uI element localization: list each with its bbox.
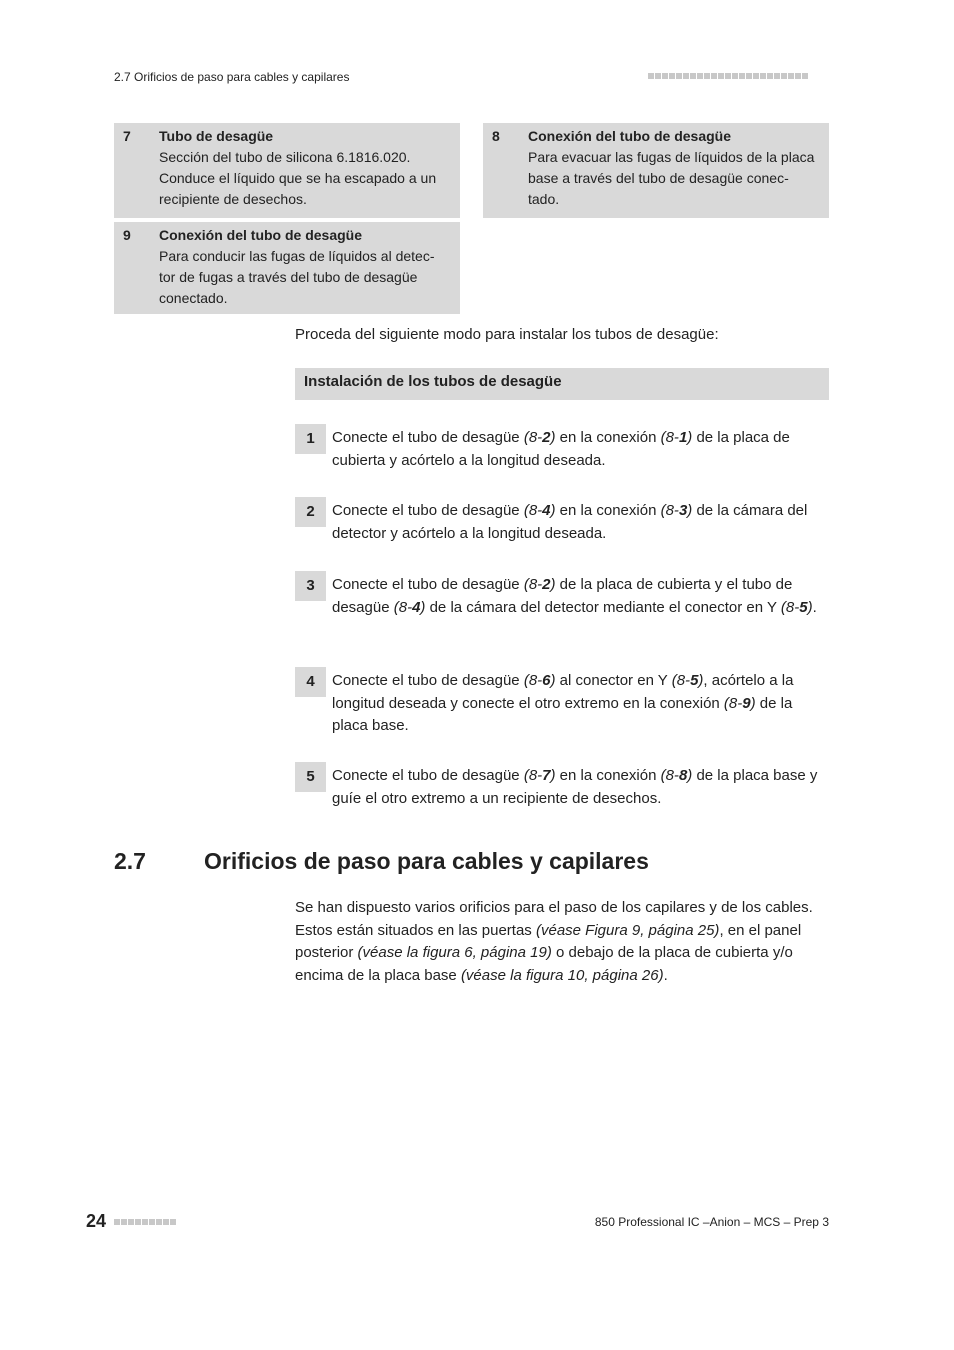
step-number: 5 (295, 762, 326, 792)
footer-doc-title: 850 Professional IC –Anion – MCS – Prep 3 (594, 1215, 829, 1229)
legend-title: Conexión del tubo de desagüe (159, 227, 363, 243)
step-text: Conecte el tubo de desagüe (8-2) de la placa de cubierta y el tubo de desagüe (8-4) de la cámara del detector mediante el conector en Y (8-5). (332, 576, 817, 616)
legend-line: recipiente de desechos. (159, 191, 307, 207)
legend-line: Para evacuar las fugas de líquidos de la placa (528, 149, 815, 165)
legend-line: Para conducir las fugas de líquidos al detec- (159, 248, 435, 264)
legend-number: 9 (123, 227, 131, 243)
procedure-title: Instalación de los tubos de desagüe (304, 373, 562, 390)
legend-item-7 (114, 123, 460, 218)
running-header: 2.7 Orificios de paso para cables y capilares (114, 70, 350, 84)
cross-reference-link[interactable]: (véase la figura 6, página 19) (357, 944, 552, 961)
legend-line: Conduce el líquido que se ha escapado a un (159, 170, 437, 186)
section-paragraph: Se han dispuesto varios orificios para el paso de los capilares y de los cables. Estos están situados en las puertas (véase Figura 9, página 25), en el panel posterior (véase la figura 6, página 19) o debajo de la placa de cubierta y/o encima de la placa base (véase la figura 10, página 26). (295, 899, 813, 984)
header-decoration (648, 73, 808, 79)
legend-line: Sección del tubo de silicona 6.1816.020. (159, 149, 411, 165)
footer-decoration (114, 1219, 176, 1225)
step-text: Conecte el tubo de desagüe (8-6) al conector en Y (8-5), acórtelo a la longitud deseada y conecte el otro extremo en la conexión (8-9) de la placa base. (332, 672, 794, 734)
legend-number: 7 (123, 128, 131, 144)
page-number: 24 (86, 1211, 107, 1231)
legend-line: tor de fugas a través del tubo de desagüe (159, 269, 418, 285)
step-text: Conecte el tubo de desagüe (8-2) en la conexión (8-1) de la placa de cubierta y acórtelo a la longitud deseada. (332, 429, 790, 469)
legend-line: base a través del tubo de desagüe conec- (528, 170, 789, 186)
step-number: 4 (295, 667, 326, 697)
legend-item-8 (483, 123, 829, 218)
legend-title: Conexión del tubo de desagüe (528, 128, 732, 144)
cross-reference-link[interactable]: (véase Figura 9, página 25) (535, 921, 720, 939)
legend-number: 8 (492, 128, 500, 144)
legend-title: Tubo de desagüe (159, 128, 274, 144)
intro-text: Proceda del siguiente modo para instalar los tubos de desagüe: (295, 326, 719, 343)
section-number: 2.7 (114, 848, 146, 874)
section-title: Orificios de paso para cables y capilares (204, 848, 649, 874)
legend-line: conectado. (159, 290, 228, 306)
legend-line: tado. (528, 191, 560, 207)
step-text: Conecte el tubo de desagüe (8-4) en la conexión (8-3) de la cámara del detector y acórtelo a la longitud deseada. (332, 502, 808, 542)
legend-item-9 (114, 222, 460, 314)
step-text: Conecte el tubo de desagüe (8-7) en la conexión (8-8) de la placa base y guíe el otro extremo a un recipiente de desechos. (332, 767, 818, 807)
cross-reference-link[interactable]: (véase la figura 10, página 26) (460, 966, 664, 984)
procedure-header (295, 368, 829, 400)
step-number: 2 (295, 497, 326, 527)
step-number: 1 (295, 424, 326, 454)
step-number: 3 (295, 571, 326, 601)
